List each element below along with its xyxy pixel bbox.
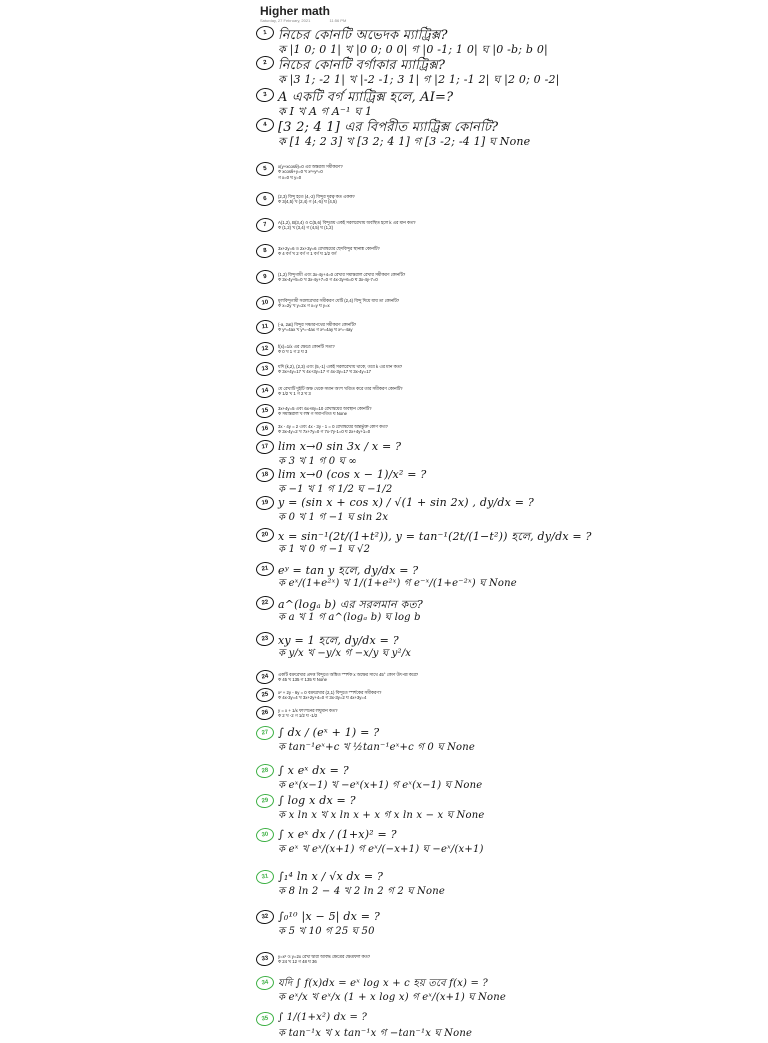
question-number-circle: 19 <box>255 495 275 511</box>
question-number-circle: 4 <box>255 117 275 133</box>
question-number-circle: 15 <box>255 403 275 419</box>
answer-options: ক 45 খ 135 গ 135 ঘ None <box>278 677 328 683</box>
answer-options: ক 3(4,5) খ (2,4) গ (4,-5) ঘ (4,5) <box>278 199 337 205</box>
answer-options: ক |3 1; -2 1| খ |-2 -1; 3 1| গ |2 1; -1 2| ঘ |2 0; 0 -2| <box>278 73 560 86</box>
question-text: নিচের কোনটি বর্গাকার ম্যাট্রিক্স? <box>278 58 446 73</box>
typed-question <box>278 194 355 205</box>
answer-options: ক −1 খ 1 গ 1/2 ঘ −1/2 <box>278 484 393 495</box>
question-number-circle: 3 <box>255 87 275 103</box>
typed-question <box>278 246 380 257</box>
question-number-circle: 11 <box>255 319 275 335</box>
typed-question <box>278 344 335 355</box>
answer-options: ক 2 খ -2 গ 1/2 ঘ -1/2 <box>278 713 318 719</box>
answer-options: ক 3x-4y+5=0 খ 3x-4y+7=0 গ 4x-3y+6=0 ঘ 3x-4y-7=0 <box>278 277 378 283</box>
answer-options: গ x=0 ঘ y=0 <box>278 174 302 180</box>
question-number-circle: 33 <box>255 951 275 967</box>
typed-question <box>278 272 405 283</box>
question-text: ∫ dx / (eˣ + 1) = ? <box>278 726 380 739</box>
page-time: 11:56 PM <box>329 18 347 23</box>
answer-options: ক 5 খ 10 গ 25 ঘ 50 <box>278 926 375 937</box>
question-text: y = (sin x + cos x) / √(1 + sin 2x) , dy/dx = ? <box>278 496 534 509</box>
question-text: 3x+4y=5 এবং 6x+8y=10 রেখাদ্বয়ের অবস্থান কোনটি? <box>278 406 372 411</box>
question-number-circle: 18 <box>255 467 275 483</box>
answer-options: ক 4 বর্গ খ 2 বর্গ গ 1 বর্গ ঘ 1/2 বর্গ <box>278 251 337 257</box>
question-text: মূলবিন্দুগামী সরলরেখার সমীকরণ যেটি (2,4) বিন্দু দিয়ে যায় তা কোনটি? <box>278 298 400 303</box>
question-number-circle: 24 <box>255 669 275 685</box>
answer-options: ক xcosθ+y=0 খ x²+y²=0 <box>278 169 323 175</box>
question-number-circle: 17 <box>255 439 275 455</box>
question-number-circle: 26 <box>255 705 275 721</box>
answer-options: ক 3x-4y=2 খ 7x+7y=0 গ 7x-7y-1=0 ঘ 2x+4y+1=0 <box>278 429 371 435</box>
question-number-circle: 14 <box>255 383 275 399</box>
answer-options: ক 8 ln 2 − 4 খ 2 ln 2 গ 2 ঘ None <box>278 886 445 897</box>
question-text: lim x→0 (cos x − 1)/x² = ? <box>278 468 427 481</box>
question-number-circle: 23 <box>255 631 275 647</box>
answer-options: ক I খ A গ A⁻¹ ঘ 1 <box>278 105 373 118</box>
page-title: Higher math <box>260 4 331 18</box>
typed-question <box>278 220 416 231</box>
answer-options: ক eˣ খ eˣ/(x+1) গ eˣ/(−x+1) ঘ −eˣ/(x+1) <box>278 844 484 855</box>
question-number-circle: 7 <box>255 217 275 233</box>
question-text: a^(logₐ b) এর সরলমান কত? <box>278 598 423 611</box>
question-text: ∫ x eˣ dx = ? <box>278 764 349 777</box>
typed-question <box>278 954 370 965</box>
question-number-circle: 8 <box>255 243 275 259</box>
typed-question <box>278 386 403 397</box>
typed-question <box>278 298 399 309</box>
answer-options: ক 3x+4y=17 খ 4x+3y=17 গ 4x-3y=17 ঘ 3x-4y=17 <box>278 369 371 375</box>
question-text: ∫ x eˣ dx / (1+x)² = ? <box>278 828 397 841</box>
question-number-circle: 21 <box>255 561 275 577</box>
answer-options: ক x=2y খ y=2x গ x=y ঘ y=x <box>278 303 330 309</box>
question-text: (-a, 2at) বিন্দুর সঞ্চারপথের সমীকরণ কোনটি? <box>278 322 357 327</box>
answer-options: ক eˣ(x−1) খ −eˣ(x+1) গ eˣ(x−1) ঘ None <box>278 780 483 791</box>
question-text: x = sin⁻¹(2t/(1+t²)), y = tan⁻¹(2t/(1−t²)) হলে, dy/dx = ? <box>278 530 592 543</box>
question-text: x(y+xcosθ)=0 এর অন্তরজ সমীকরণ? <box>278 164 343 169</box>
question-text: A একটি বর্গ ম্যাট্রিক্স হলে, AI=? <box>278 90 454 105</box>
question-number-circle: 20 <box>255 527 275 543</box>
question-number-circle: 34 <box>255 975 275 991</box>
answer-options: ক eˣ/(1+e²ˣ) খ 1/(1+e²ˣ) গ e⁻ˣ/(1+e⁻²ˣ) ঘ None <box>278 578 517 589</box>
typed-question <box>278 424 388 435</box>
question-number-circle: 16 <box>255 421 275 437</box>
question-number-circle: 9 <box>255 269 275 285</box>
question-text: x² + 2y - 6y = 0 বক্ররেখার (2,1) বিন্দুতে স্পর্শকের সমীকরণ? <box>278 690 382 695</box>
question-text: ∫ 1/(1+x²) dx = ? <box>278 1012 368 1023</box>
answer-options: ক tan⁻¹eˣ+c খ ½tan⁻¹eˣ+c গ 0 ঘ None <box>278 742 476 753</box>
question-text: যদি ∫ f(x)dx = eˣ log x + c হয় তবে f(x) = ? <box>278 978 488 989</box>
question-text: (2,3) বিন্দু হতে (4,-2) বিন্দুর দূরত্ব কত একক? <box>278 194 355 199</box>
answer-options: ক x ln x খ x ln x + x গ x ln x − x ঘ None <box>278 810 485 821</box>
question-number-circle: 28 <box>255 763 275 779</box>
typed-question <box>278 164 343 180</box>
page-date: Saturday, 27 February, 2021 <box>260 18 311 23</box>
answer-options: ক y²=4ax খ y²=-4ax গ x²=4ay ঘ x²=-4ay <box>278 327 353 333</box>
question-text: lim x→0 sin 3x / x = ? <box>278 440 402 453</box>
question-text: যে রেখাটি দুইটি অক্ষ থেকে সমান অংশ খণ্ডিত করে তার সমীকরণ কোনটি? <box>278 386 403 391</box>
question-number-circle: 1 <box>255 25 275 41</box>
answer-options: ক |1 0; 0 1| খ |0 0; 0 0| গ |0 -1; 1 0| ঘ |0 -b; b 0| <box>278 43 548 56</box>
answer-options: ক a খ 1 গ a^(logₐ b) ঘ log b <box>278 612 421 623</box>
notes-body <box>250 22 592 1039</box>
answer-options: ক 4x-3y=4 খ 3x+2y+4=0 গ 3x-3y=2 ঘ 4x+3y=4 <box>278 695 367 701</box>
answer-options: ক 3 খ 1 গ 0 ঘ ∞ <box>278 456 357 467</box>
question-number-circle: 30 <box>255 827 275 843</box>
question-number-circle: 25 <box>255 687 275 703</box>
typed-question <box>278 690 381 701</box>
question-number-circle: 29 <box>255 793 275 809</box>
question-text: 3x+2y=6 ও 2x+3y=6 রেখাদ্বয়ের ছেদবিন্দুর স্থানাঙ্ক কোনটি? <box>278 246 380 251</box>
answer-options: ক 24 খ 12 গ 48 ঘ 36 <box>278 959 317 965</box>
question-text: ∫ log x dx = ? <box>278 794 356 807</box>
typed-question <box>278 708 338 719</box>
typed-question <box>278 406 371 417</box>
typed-question <box>278 672 418 683</box>
question-text: যদি (k,2), (2,3) এবং (5,-1) একই সরলরেখায় থাকে, তবে k এর মান কত? <box>278 364 403 369</box>
question-text: ∫₁⁴ ln x / √x dx = ? <box>278 870 384 883</box>
question-text: (1,2) বিন্দুগামী এবং 3x-4y+4=0 রেখার সমান্তরাল রেখার সমীকরণ কোনটি? <box>278 272 406 277</box>
question-text: A(1,2), B(3,4) ও C(5,6) বিন্দুত্রয় একই সরলরেখায় অবস্থিত হলে k এর মান কত? <box>278 220 416 225</box>
answer-options: ক 0 খ 1 গ −1 ঘ sin 2x <box>278 512 389 523</box>
question-text: 3x - 4y = 2 এবং 4x - 3y - 1 = 0 রেখাদ্বয়ের অন্তর্ভুক্ত কোণ কত? <box>278 424 388 429</box>
typed-question <box>278 364 402 375</box>
answer-options: ক 1 খ 0 গ −1 ঘ √2 <box>278 544 371 555</box>
answer-options: ক 0 খ 1 গ 2 ঘ 3 <box>278 349 308 355</box>
question-text: একটি বক্ররেখার প্রদত্ত বিন্দুতে অঙ্কিত স্পর্শক x অক্ষের সাথে 45° কোণ উৎপন্ন করে? <box>278 672 419 677</box>
question-number-circle: 13 <box>255 361 275 377</box>
question-number-circle: 22 <box>255 595 275 611</box>
answer-options: ক tan⁻¹x খ x tan⁻¹x গ −tan⁻¹x ঘ None <box>278 1028 473 1039</box>
question-text: f(x)=1/x এর ক্ষেত্রে কোনটি সত্য? <box>278 344 335 349</box>
answer-options: ক [1 4; 2 3] খ [3 2; 4 1] গ [3 -2; -4 1] ঘ None <box>278 135 531 148</box>
question-number-circle: 5 <box>255 161 275 177</box>
question-text: y=x² ও y=2x রেখা দ্বারা আবদ্ধ ক্ষেত্রের ক্ষেত্রফল কত? <box>278 954 371 959</box>
answer-options: ক eˣ/x খ eˣ/x (1 + x log x) গ eˣ/(x+1) ঘ None <box>278 992 506 1003</box>
question-text: eʸ = tan y হলে, dy/dx = ? <box>278 564 419 577</box>
answer-options: ক 1/2 খ 1 গ 2 ঘ 3 <box>278 391 311 397</box>
question-number-circle: 10 <box>255 295 275 311</box>
answer-options: ক y/x খ −y/x গ −x/y ঘ y²/x <box>278 648 412 659</box>
question-text: [3 2; 4 1] এর বিপরীত ম্যাট্রিক্স কোনটি? <box>278 120 499 135</box>
question-number-circle: 35 <box>255 1011 275 1027</box>
question-number-circle: 27 <box>255 725 275 741</box>
question-text: y = x + 1/x ফাংশনের লঘুমান কত? <box>278 708 338 713</box>
question-text: xy = 1 হলে, dy/dx = ? <box>278 634 399 647</box>
question-number-circle: 12 <box>255 341 275 357</box>
question-text: ∫₀¹⁰ |x − 5| dx = ? <box>278 910 380 923</box>
question-text: নিচের কোনটি অভেদক ম্যাট্রিক্স? <box>278 28 448 43</box>
typed-question <box>278 322 356 333</box>
question-number-circle: 31 <box>255 869 275 885</box>
question-number-circle: 32 <box>255 909 275 925</box>
question-number-circle: 2 <box>255 55 275 71</box>
question-number-circle: 6 <box>255 191 275 207</box>
answer-options: ক সমান্তরাল খ লম্ব গ সমাপতিত ঘ None <box>278 411 347 417</box>
answer-options: ক (1,2) খ (3,4) গ (4,5) ঘ (1,2) <box>278 225 333 231</box>
